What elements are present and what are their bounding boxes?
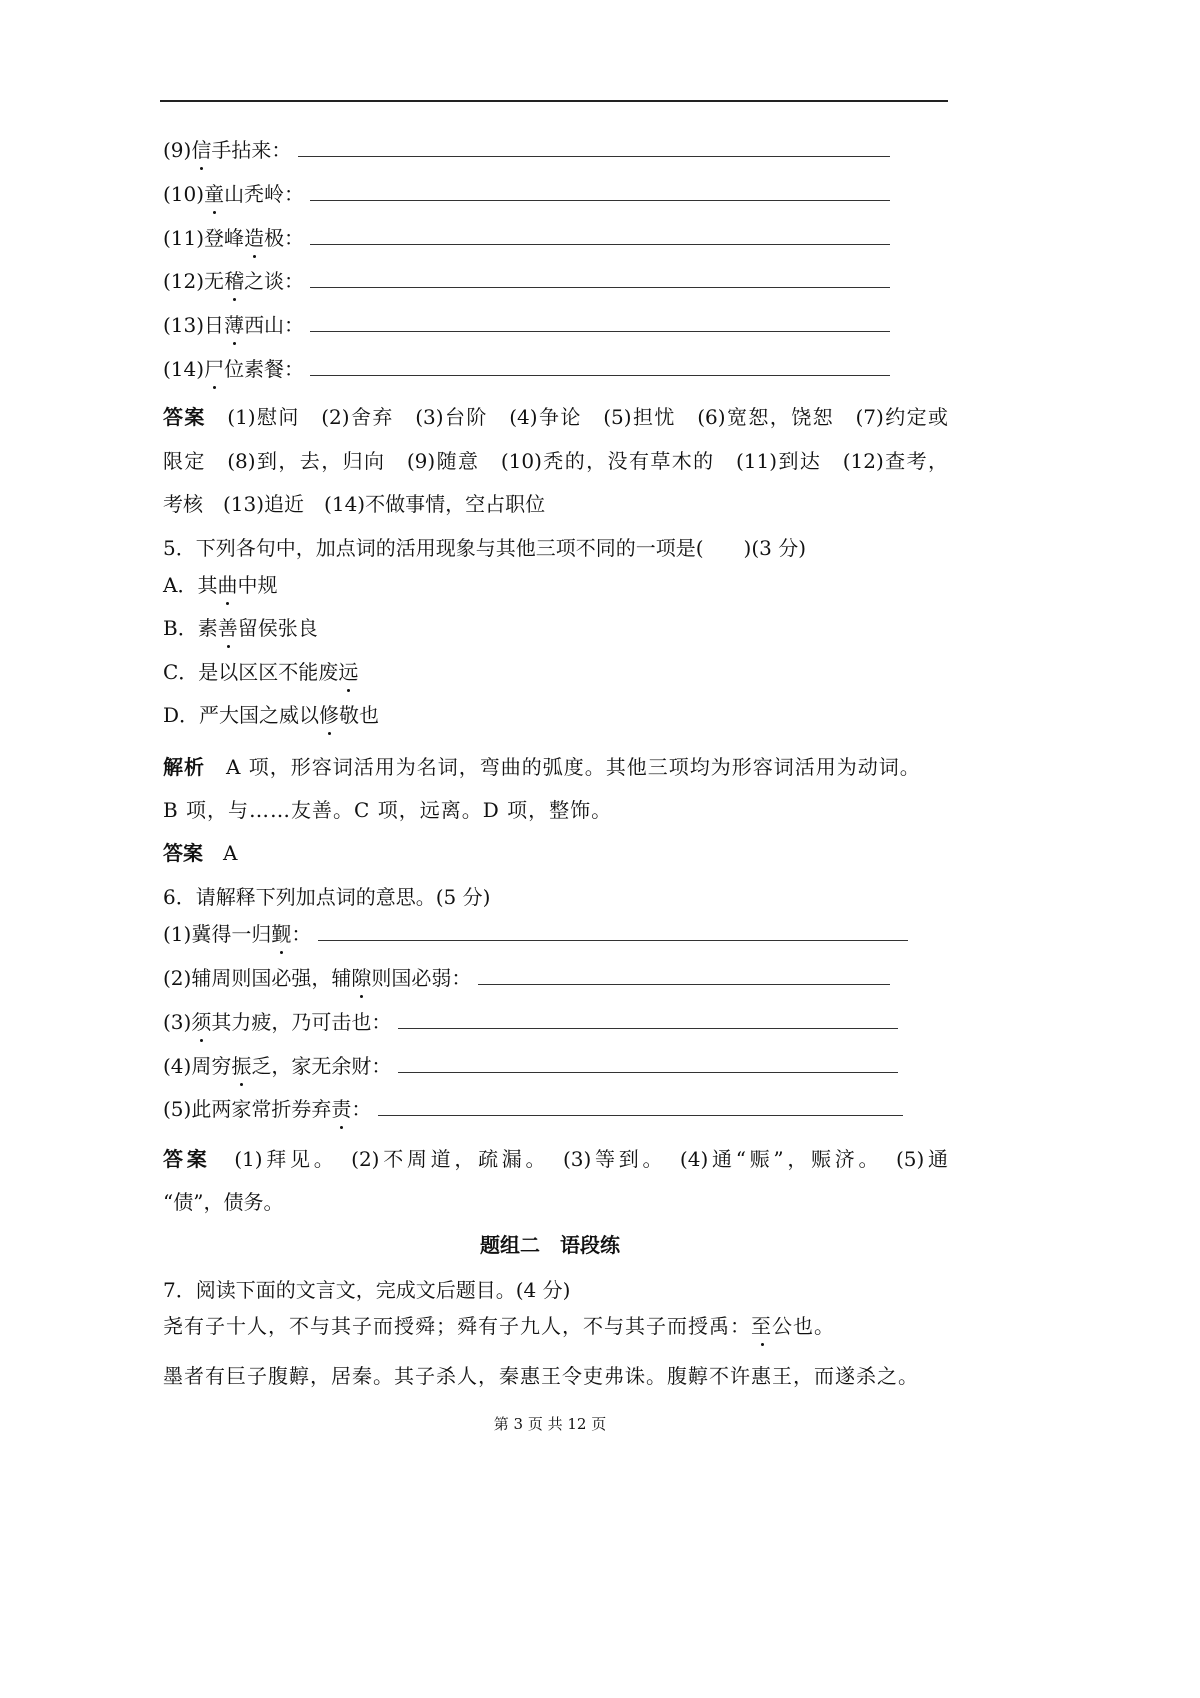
answer-line <box>163 490 545 518</box>
option-c <box>163 658 358 686</box>
text-segment: “债”，债务。 <box>163 1190 284 1214</box>
text-segment: (11)登峰 <box>163 226 245 250</box>
emphasized-char: 觐 <box>271 922 292 946</box>
question-stem: 7．阅读下面的文言文，完成文后题目。(4 分) <box>163 1278 571 1302</box>
emphasized-char: 隙 <box>351 966 372 990</box>
q6-item <box>163 920 908 948</box>
text-segment: 答案 <box>163 1147 211 1171</box>
answer-blank[interactable] <box>318 922 908 941</box>
text-segment: A 项，形容词活用为名词，弯曲的弧度。其他三项均为形容词活用为动词。 <box>226 755 921 779</box>
answer-blank[interactable] <box>310 269 890 288</box>
text-segment: (4)周穷 <box>163 1054 232 1078</box>
text-segment: 限定 (8)到，去，归向 (9)随意 (10)秃的，没有草木的 (11)到达 (12)查考， <box>163 449 948 473</box>
question-stem: 6．请解释下列加点词的意思。(5 分) <box>163 885 491 909</box>
q6-item <box>163 964 890 992</box>
emphasized-char: 善 <box>217 616 238 640</box>
text-segment: (9) <box>163 138 192 162</box>
text-segment: (5)此两家常折券弃 <box>163 1097 332 1121</box>
text-segment: (10) <box>163 182 205 206</box>
emphasized-char: 责 <box>331 1097 352 1121</box>
section-title: 题组二 语段练 <box>480 1233 620 1257</box>
answer-line <box>163 403 948 431</box>
text-segment: 考核 (13)追近 (14)不做事情，空占职位 <box>163 492 546 516</box>
option-a <box>163 571 277 599</box>
vocab-item <box>163 267 890 295</box>
option-b <box>163 614 318 642</box>
text-segment: 中规 <box>237 573 278 597</box>
answer-line <box>163 447 948 475</box>
text-segment: 留侯张良 <box>237 616 318 640</box>
text-segment: (13)日 <box>163 313 225 337</box>
answer-blank[interactable] <box>378 1097 903 1116</box>
vocab-item <box>163 224 890 252</box>
emphasized-char: 须 <box>191 1010 212 1034</box>
text-segment: B 项，与……友善。C 项，远离。D 项，整饰。 <box>163 798 613 822</box>
answer-blank[interactable] <box>478 966 890 985</box>
text-segment: 其力疲，乃可击也： <box>211 1010 392 1034</box>
emphasized-char: 薄 <box>224 313 245 337</box>
text-segment: C．是以区区不能废 <box>163 660 339 684</box>
emphasized-char: 稽 <box>224 269 245 293</box>
answer-line <box>163 1145 948 1173</box>
answer-blank[interactable] <box>310 357 890 376</box>
text-segment: 手拈来： <box>211 138 292 162</box>
text-segment: 西山： <box>244 313 305 337</box>
text-segment: 山秃岭： <box>224 182 305 206</box>
text-segment: (1)慰问 (2)舍弃 (3)台阶 (4)争论 (5)担忧 (6)宽恕，饶恕 (7)约定或 <box>227 405 949 429</box>
analysis-line <box>163 796 612 824</box>
text-segment: 解析 <box>163 755 205 779</box>
text-segment: A．其 <box>163 573 218 597</box>
text-segment: B．素 <box>163 616 218 640</box>
answer-blank[interactable] <box>310 226 890 245</box>
q6-item <box>163 1095 903 1123</box>
vocab-item <box>163 355 890 383</box>
text-segment: 尧有子十人，不与其子而授舜；舜有子九人，不与其子而授禹： <box>163 1314 751 1338</box>
text-segment: (3) <box>163 1010 192 1034</box>
text-segment: 公也。 <box>772 1314 835 1338</box>
text-segment: D．严大国之威以 <box>163 703 320 727</box>
passage-line <box>163 1312 835 1340</box>
emphasized-char: 修 <box>319 703 340 727</box>
answer-blank[interactable] <box>298 138 890 157</box>
text-segment: (1)冀得一归 <box>163 922 272 946</box>
emphasized-char: 童 <box>204 182 225 206</box>
text-segment: (1)拜见。 (2)不周道，疏漏。 (3)等到。 (4)通“赈”，赈济。 (5)通 <box>234 1147 949 1171</box>
text-segment: (12)无 <box>163 269 225 293</box>
vocab-item <box>163 180 890 208</box>
emphasized-char: 造 <box>244 226 265 250</box>
emphasized-char: 至 <box>751 1314 772 1338</box>
text-segment: 敬也 <box>339 703 380 727</box>
text-segment: ： <box>291 922 312 946</box>
emphasized-char: 远 <box>338 660 359 684</box>
emphasized-char: 信 <box>191 138 212 162</box>
analysis-line <box>163 753 921 781</box>
answer-blank[interactable] <box>398 1054 898 1073</box>
text-segment: 位素餐： <box>224 357 305 381</box>
text-segment: 之谈： <box>244 269 305 293</box>
text-segment: ： <box>351 1097 372 1121</box>
text-segment: 答案 <box>163 841 203 865</box>
page-footer: 第 3 页 共 12 页 <box>493 1415 607 1433</box>
answer-blank[interactable] <box>310 182 890 201</box>
vocab-item <box>163 311 890 339</box>
text-segment: (2)辅周则国必强，辅 <box>163 966 352 990</box>
header-rule <box>160 100 948 102</box>
emphasized-char: 曲 <box>217 573 238 597</box>
option-d <box>163 701 379 729</box>
vocab-item <box>163 136 890 164</box>
emphasized-char: 振 <box>231 1054 252 1078</box>
text-segment: 则国必弱： <box>371 966 472 990</box>
text-segment: (14) <box>163 357 205 381</box>
text-segment: 极： <box>264 226 305 250</box>
emphasized-char: 尸 <box>204 357 225 381</box>
answer-blank[interactable] <box>310 313 890 332</box>
question-stem: 5．下列各句中，加点词的活用现象与其他三项不同的一项是( )(3 分) <box>163 536 807 560</box>
text-segment: 答案 <box>163 405 206 429</box>
text-segment: 乏，家无余财： <box>251 1054 392 1078</box>
answer-line <box>163 839 237 867</box>
answer-line <box>163 1188 283 1216</box>
q6-item <box>163 1008 898 1036</box>
answer-blank[interactable] <box>398 1010 898 1029</box>
text-segment: A <box>223 841 238 865</box>
passage-line: 墨者有巨子腹䵍，居秦。其子杀人，秦惠王令吏弗诛。腹䵍不许惠王，而遂杀之。 <box>163 1364 919 1388</box>
q6-item <box>163 1052 898 1080</box>
